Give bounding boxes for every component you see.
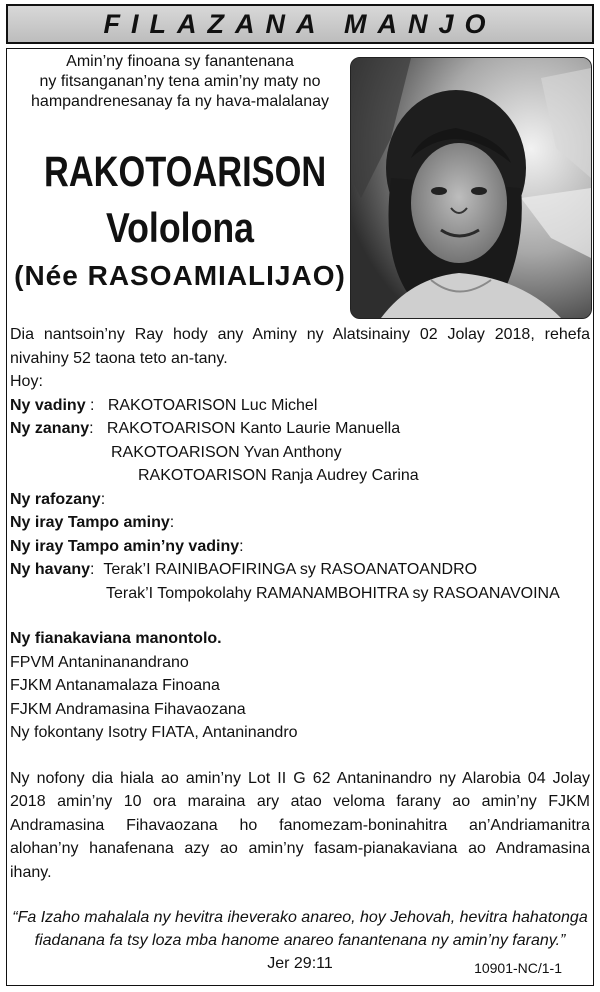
spouse-siblings-label: Ny iray Tampo amin’ny vadiny: [10, 537, 240, 555]
family-item: FPVM Antaninanandrano: [10, 653, 189, 671]
spouse-name: RAKOTOARISON Luc Michel: [107, 396, 318, 414]
notice-body: [10, 323, 590, 976]
reference-code: 10901-NC/1-1: [474, 960, 562, 976]
child-name: RAKOTOARISON Kanto Laurie Manuella: [106, 420, 401, 437]
relatives-row: [10, 558, 590, 582]
verse-reference: Jer 29:11: [267, 955, 333, 972]
relatives-line: Terak’I Tompokolahy RAMANAMBOHITRA sy RASOANAVOINA: [106, 584, 560, 602]
deceased-given-name: Vololona: [105, 204, 255, 251]
in-laws-row: [10, 488, 590, 512]
spouse-separator: :: [85, 396, 108, 414]
hoy-label: Hoy:: [10, 373, 43, 390]
spouse-siblings-row: [10, 535, 590, 559]
family-item: FJKM Antanamalaza Finoana: [10, 677, 220, 694]
intro-text: [10, 52, 350, 112]
bible-verse: “Fa Izaho mahalala ny hevitra iheverako anareo, hoy Jehovah, hevitra hahatonga fiadanana fa tsy loza mba hanome anareo fanantenana ny amin’ny farany.”: [12, 909, 588, 949]
spouse-label: Ny vadiny: [10, 396, 86, 414]
spouse-siblings-colon: :: [239, 537, 244, 555]
children-separator: :: [89, 420, 107, 437]
portrait-image: [351, 58, 591, 318]
intro-line: Amin’ny finoana sy fanantenana: [66, 53, 294, 70]
siblings-row: [10, 511, 590, 535]
header-banner: [6, 4, 594, 44]
family-section-title: Ny fianakaviana manontolo.: [10, 630, 222, 647]
intro-line: ny fitsanganan’ny tena amin’ny maty no: [39, 73, 321, 90]
in-laws-label: Ny rafozany: [10, 490, 101, 508]
siblings-label: Ny iray Tampo aminy: [10, 514, 170, 531]
child-name: RAKOTOARISON Ranja Audrey Carina: [138, 467, 419, 484]
deceased-maiden-name: (Née RASOAMIALIJAO): [14, 260, 346, 291]
children-row: [10, 417, 590, 441]
children-label: Ny zanany: [10, 420, 90, 437]
deceased-photo: [350, 57, 592, 319]
relatives-separator: :: [90, 561, 104, 578]
child-name: RAKOTOARISON Yvan Anthony: [111, 443, 342, 461]
spouse-row: [10, 394, 590, 418]
family-item: FJKM Andramasina Fihavaozana: [10, 700, 246, 718]
deceased-surname: RAKOTOARISON: [44, 148, 327, 196]
family-item: Ny fokontany Isotry FIATA, Antaninandro: [10, 724, 298, 741]
relatives-line: Terak’I RAINIBAOFIRINGA sy RASOANATOANDRO: [103, 561, 478, 578]
announcement-text: Dia nantsoin’ny Ray hody any Aminy ny Alatsinainy 02 Jolay 2018, rehefa nivahiny 52 taona teto an-tany.: [10, 326, 590, 367]
header-title: FILAZANA MANJO: [103, 8, 497, 39]
in-laws-colon: :: [100, 490, 106, 508]
relatives-label: Ny havany: [10, 561, 91, 578]
intro-line: hampandrenesanay fa ny hava-malalanay: [31, 93, 329, 110]
funeral-text: Ny nofony dia hiala ao amin’ny Lot II G 62 Antaninandro ny Alarobia 04 Jolay 2018 amin’ny 10 ora maraina ary atao veloma farany ao amin’ny FJKM Andramasina Fihavaozana ho fanomezam-boninahitra an’Andriamanitra alohan’ny hanafenana azy ao amin’ny fasam-pianakaviana ao Andramasina ihany.: [10, 769, 590, 881]
siblings-colon: :: [169, 514, 175, 531]
